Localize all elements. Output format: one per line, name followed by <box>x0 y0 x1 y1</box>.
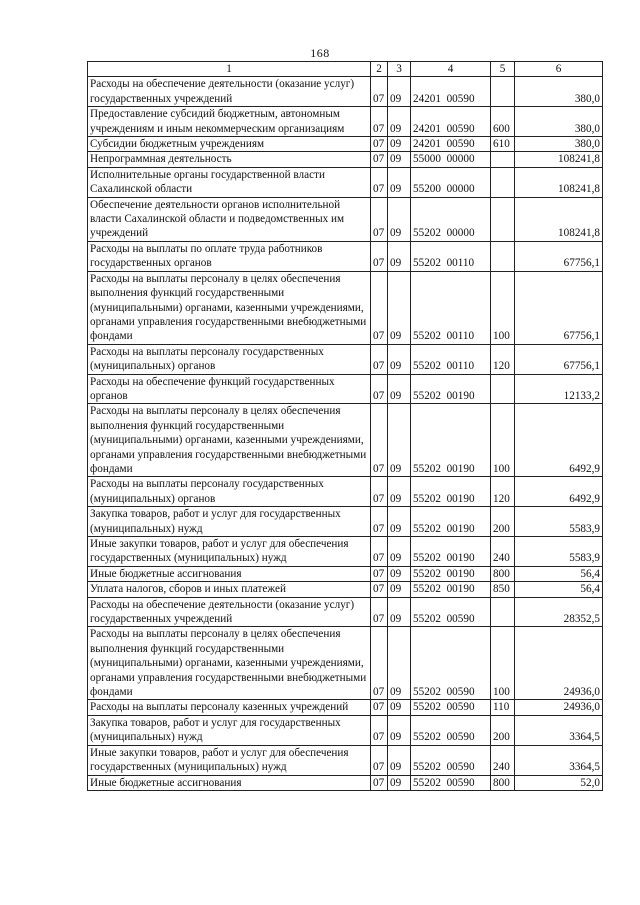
expense-type-cell: 200 <box>491 507 515 537</box>
expense-type-cell: 120 <box>491 344 515 374</box>
expense-type-cell: 120 <box>491 477 515 507</box>
section-code-cell: 07 <box>371 137 388 152</box>
target-article-cell: 55200 00000 <box>411 167 491 197</box>
section-code-cell: 07 <box>371 627 388 700</box>
target-article-cell: 55202 00190 <box>411 374 491 404</box>
section-code-cell: 07 <box>371 271 388 344</box>
subsection-code-cell: 09 <box>388 404 411 477</box>
expense-name-cell: Исполнительные органы государственной власти Сахалинской области <box>88 167 371 197</box>
amount-cell: 3364,5 <box>515 715 603 745</box>
target-article-cell: 55202 00190 <box>411 566 491 581</box>
target-article-cell: 55202 00590 <box>411 627 491 700</box>
expense-name-cell: Расходы на обеспечение функций государственных органов <box>88 374 371 404</box>
table-row <box>88 167 603 197</box>
amount-cell: 108241,8 <box>515 197 603 241</box>
subsection-code-cell: 09 <box>388 77 411 107</box>
subsection-code-cell: 09 <box>388 537 411 567</box>
target-article-cell: 55202 00590 <box>411 715 491 745</box>
expense-name-cell: Иные бюджетные ассигнования <box>88 775 371 790</box>
amount-cell: 108241,8 <box>515 152 603 167</box>
subsection-code-cell: 09 <box>388 137 411 152</box>
expense-name-cell: Субсидии бюджетным учреждениям <box>88 137 371 152</box>
amount-cell: 5583,9 <box>515 537 603 567</box>
section-code-cell: 07 <box>371 167 388 197</box>
subsection-code-cell: 09 <box>388 745 411 775</box>
table-row <box>88 582 603 597</box>
expense-type-cell: 240 <box>491 745 515 775</box>
target-article-cell: 55202 00110 <box>411 271 491 344</box>
expense-name-cell: Расходы на выплаты персоналу государственных (муниципальных) органов <box>88 344 371 374</box>
section-code-cell: 07 <box>371 507 388 537</box>
expense-type-cell <box>491 152 515 167</box>
table-row <box>88 197 603 241</box>
table-row <box>88 404 603 477</box>
amount-cell: 24936,0 <box>515 627 603 700</box>
expense-name-cell: Иные закупки товаров, работ и услуг для обеспечения государственных (муниципальных) нужд <box>88 537 371 567</box>
expense-name-cell: Непрограммная деятельность <box>88 152 371 167</box>
amount-cell: 52,0 <box>515 775 603 790</box>
table-row <box>88 241 603 271</box>
expense-name-cell: Расходы на выплаты персоналу казенных учреждений <box>88 700 371 715</box>
table-row <box>88 745 603 775</box>
subsection-code-cell: 09 <box>388 597 411 627</box>
table-row <box>88 775 603 790</box>
target-article-cell: 55202 00110 <box>411 344 491 374</box>
expense-name-cell: Иные бюджетные ассигнования <box>88 566 371 581</box>
table-row <box>88 597 603 627</box>
expense-type-cell: 110 <box>491 700 515 715</box>
section-code-cell: 07 <box>371 537 388 567</box>
column-header: 5 <box>491 62 515 77</box>
subsection-code-cell: 09 <box>388 241 411 271</box>
table-row <box>88 137 603 152</box>
section-code-cell: 07 <box>371 404 388 477</box>
section-code-cell: 07 <box>371 197 388 241</box>
expense-type-cell: 800 <box>491 775 515 790</box>
table-row <box>88 344 603 374</box>
target-article-cell: 55202 00110 <box>411 241 491 271</box>
table-row <box>88 77 603 107</box>
amount-cell: 380,0 <box>515 77 603 107</box>
table-body <box>88 77 603 791</box>
section-code-cell: 07 <box>371 700 388 715</box>
section-code-cell: 07 <box>371 582 388 597</box>
table-row <box>88 477 603 507</box>
amount-cell: 380,0 <box>515 137 603 152</box>
section-code-cell: 07 <box>371 241 388 271</box>
target-article-cell: 55202 00590 <box>411 700 491 715</box>
expense-type-cell: 100 <box>491 271 515 344</box>
expense-type-cell: 200 <box>491 715 515 745</box>
expense-type-cell: 800 <box>491 566 515 581</box>
table-row <box>88 566 603 581</box>
subsection-code-cell: 09 <box>388 627 411 700</box>
expense-name-cell: Закупка товаров, работ и услуг для государственных (муниципальных) нужд <box>88 507 371 537</box>
expense-type-cell: 850 <box>491 582 515 597</box>
subsection-code-cell: 09 <box>388 271 411 344</box>
subsection-code-cell: 09 <box>388 107 411 137</box>
amount-cell: 67756,1 <box>515 344 603 374</box>
table-row <box>88 107 603 137</box>
expense-type-cell <box>491 197 515 241</box>
amount-cell: 108241,8 <box>515 167 603 197</box>
table-row <box>88 715 603 745</box>
subsection-code-cell: 09 <box>388 775 411 790</box>
amount-cell: 6492,9 <box>515 477 603 507</box>
expense-name-cell: Расходы на обеспечение деятельности (оказание услуг) государственных учреждений <box>88 77 371 107</box>
expense-type-cell <box>491 167 515 197</box>
page-number: 168 <box>310 46 330 60</box>
column-header: 1 <box>88 62 371 77</box>
subsection-code-cell: 09 <box>388 507 411 537</box>
expense-name-cell: Уплата налогов, сборов и иных платежей <box>88 582 371 597</box>
table-row <box>88 507 603 537</box>
subsection-code-cell: 09 <box>388 700 411 715</box>
target-article-cell: 55202 00000 <box>411 197 491 241</box>
target-article-cell: 55000 00000 <box>411 152 491 167</box>
target-article-cell: 24201 00590 <box>411 137 491 152</box>
subsection-code-cell: 09 <box>388 582 411 597</box>
column-header: 4 <box>411 62 491 77</box>
section-code-cell: 07 <box>371 775 388 790</box>
table-header-row <box>88 62 603 77</box>
target-article-cell: 55202 00190 <box>411 507 491 537</box>
expense-type-cell: 100 <box>491 404 515 477</box>
target-article-cell: 55202 00590 <box>411 745 491 775</box>
target-article-cell: 55202 00190 <box>411 537 491 567</box>
expense-name-cell: Расходы на выплаты персоналу в целях обеспечения выполнения функций государственными (муниципальными) органами, казенными учреждениями, органами управления государственными внебюджетными фондами <box>88 627 371 700</box>
table-row <box>88 627 603 700</box>
target-article-cell: 55202 00590 <box>411 775 491 790</box>
expense-type-cell <box>491 374 515 404</box>
target-article-cell: 55202 00190 <box>411 404 491 477</box>
target-article-cell: 55202 00590 <box>411 597 491 627</box>
amount-cell: 28352,5 <box>515 597 603 627</box>
expense-type-cell: 100 <box>491 627 515 700</box>
expense-name-cell: Расходы на выплаты по оплате труда работников государственных органов <box>88 241 371 271</box>
column-header: 3 <box>388 62 411 77</box>
expense-type-cell <box>491 597 515 627</box>
amount-cell: 24936,0 <box>515 700 603 715</box>
column-header: 6 <box>515 62 603 77</box>
subsection-code-cell: 09 <box>388 197 411 241</box>
expense-name-cell: Расходы на выплаты персоналу в целях обеспечения выполнения функций государственными (муниципальными) органами, казенными учреждениями, органами управления государственными внебюджетными фондами <box>88 271 371 344</box>
expense-name-cell: Обеспечение деятельности органов исполнительной власти Сахалинской области и подведомственных им учреждений <box>88 197 371 241</box>
section-code-cell: 07 <box>371 77 388 107</box>
amount-cell: 56,4 <box>515 566 603 581</box>
target-article-cell: 24201 00590 <box>411 107 491 137</box>
section-code-cell: 07 <box>371 344 388 374</box>
expense-type-cell: 610 <box>491 137 515 152</box>
amount-cell: 56,4 <box>515 582 603 597</box>
section-code-cell: 07 <box>371 152 388 167</box>
expense-name-cell: Предоставление субсидий бюджетным, автономным учреждениям и иным некоммерческим организациям <box>88 107 371 137</box>
subsection-code-cell: 09 <box>388 152 411 167</box>
budget-table <box>87 61 603 791</box>
target-article-cell: 55202 00190 <box>411 477 491 507</box>
subsection-code-cell: 09 <box>388 715 411 745</box>
expense-type-cell: 240 <box>491 537 515 567</box>
section-code-cell: 07 <box>371 566 388 581</box>
subsection-code-cell: 09 <box>388 477 411 507</box>
section-code-cell: 07 <box>371 107 388 137</box>
column-header: 2 <box>371 62 388 77</box>
amount-cell: 12133,2 <box>515 374 603 404</box>
subsection-code-cell: 09 <box>388 566 411 581</box>
subsection-code-cell: 09 <box>388 374 411 404</box>
expense-type-cell <box>491 241 515 271</box>
amount-cell: 380,0 <box>515 107 603 137</box>
table-row <box>88 537 603 567</box>
table-row <box>88 700 603 715</box>
section-code-cell: 07 <box>371 374 388 404</box>
subsection-code-cell: 09 <box>388 344 411 374</box>
expense-name-cell: Расходы на выплаты персоналу государственных (муниципальных) органов <box>88 477 371 507</box>
table-row <box>88 152 603 167</box>
expense-name-cell: Иные закупки товаров, работ и услуг для обеспечения государственных (муниципальных) нужд <box>88 745 371 775</box>
amount-cell: 3364,5 <box>515 745 603 775</box>
expense-name-cell: Закупка товаров, работ и услуг для государственных (муниципальных) нужд <box>88 715 371 745</box>
section-code-cell: 07 <box>371 715 388 745</box>
expense-name-cell: Расходы на выплаты персоналу в целях обеспечения выполнения функций государственными (муниципальными) органами, казенными учреждениями, органами управления государственными внебюджетными фондами <box>88 404 371 477</box>
section-code-cell: 07 <box>371 597 388 627</box>
amount-cell: 6492,9 <box>515 404 603 477</box>
expense-name-cell: Расходы на обеспечение деятельности (оказание услуг) государственных учреждений <box>88 597 371 627</box>
amount-cell: 67756,1 <box>515 271 603 344</box>
section-code-cell: 07 <box>371 745 388 775</box>
table-row <box>88 374 603 404</box>
amount-cell: 67756,1 <box>515 241 603 271</box>
target-article-cell: 55202 00190 <box>411 582 491 597</box>
amount-cell: 5583,9 <box>515 507 603 537</box>
expense-type-cell <box>491 77 515 107</box>
section-code-cell: 07 <box>371 477 388 507</box>
expense-type-cell: 600 <box>491 107 515 137</box>
table-row <box>88 271 603 344</box>
subsection-code-cell: 09 <box>388 167 411 197</box>
target-article-cell: 24201 00590 <box>411 77 491 107</box>
